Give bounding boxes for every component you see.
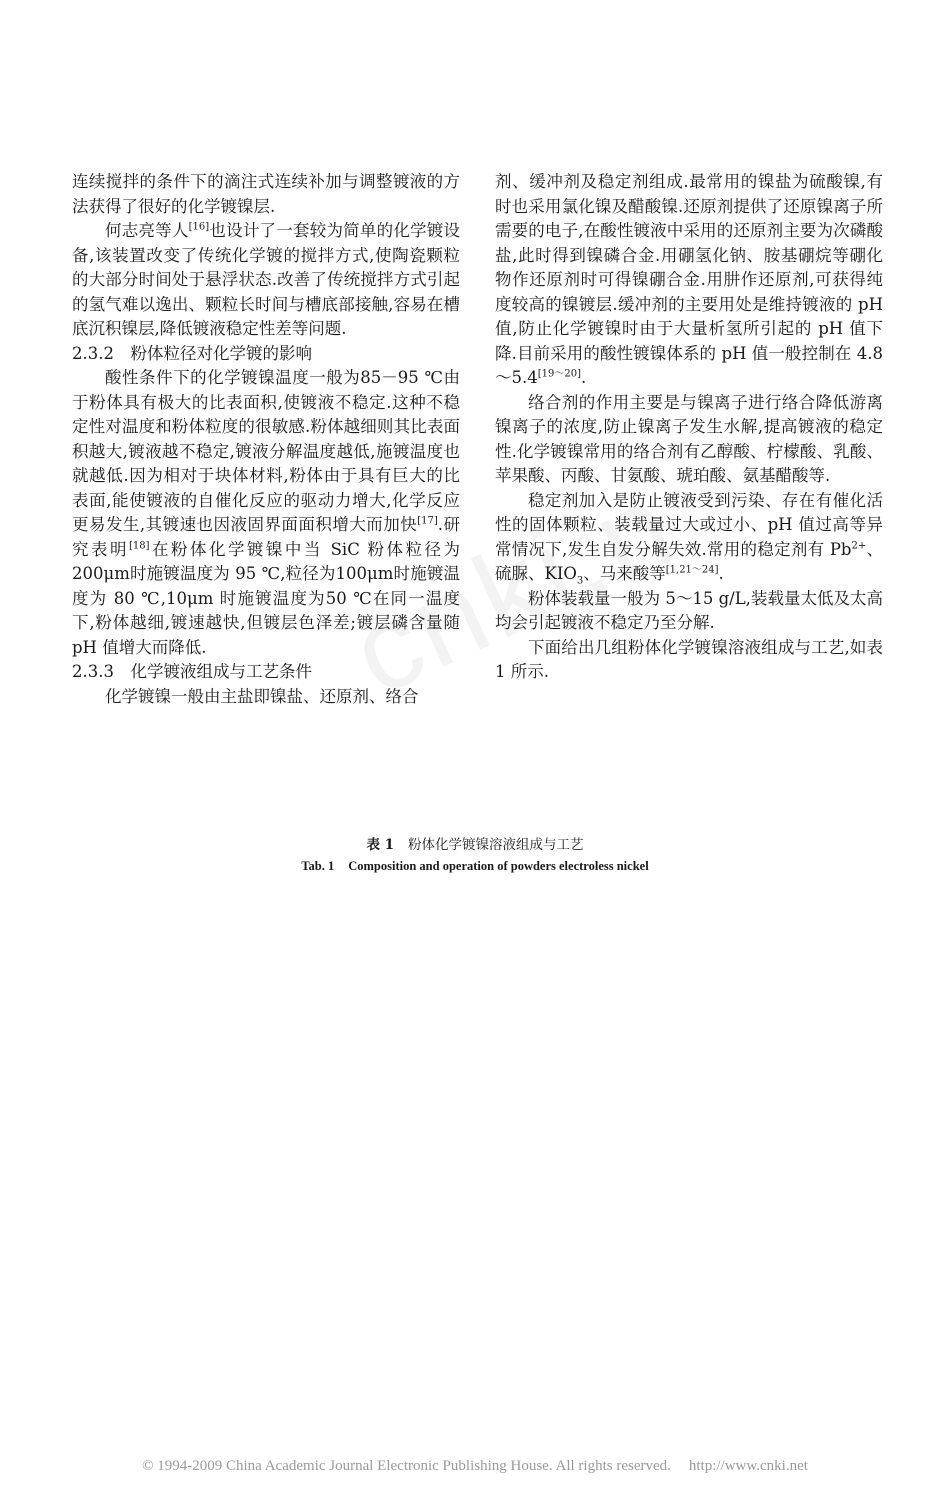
paragraph <box>72 219 460 342</box>
table-title-cn: 粉体化学镀镍溶液组成与工艺 <box>408 837 584 853</box>
paragraph <box>495 489 883 587</box>
paragraph-text: 也设计了一套较为简单的化学镀设备,该装置改变了传统化学镀的搅拌方式,使陶瓷颗粒的大部分时间处于悬浮状态.改善了传统搅拌方式引起的氢气难以逸出、颗粒长时间与槽底部接触,容易在槽底沉积镍层,降低镀液稳定性差等问题. <box>72 221 461 338</box>
superscript: 2+ <box>851 540 867 551</box>
paragraph-text: 在粉体化学镀镍中当 SiC 粉体粒径为200μm时施镀温度为 95 ℃,粒径为100μm时施镀温度为 80 ℃,10μm 时施镀温度为50 ℃在同一温度下,粉体越细,镀速越快,但镀层色泽差;镀层磷含量随 pH 值增大而降低. <box>72 539 460 657</box>
paragraph: 络合剂的作用主要是与镍离子进行络合降低游离镍离子的浓度,防止镍离子发生水解,提高镀液的稳定性.化学镀镍常用的络合剂有乙醇酸、柠檬酸、乳酸、苹果酸、丙酸、甘氨酸、琥珀酸、氨基醋酸等. <box>495 392 883 485</box>
copyright-text: © 1994-2009 China Academic Journal Electronic Publishing House. All rights reserved. <box>142 1458 671 1474</box>
paragraph-text: 酸性条件下的化学镀镍温度一般为85－95 ℃由于粉体具有极大的比表面积,使镀液不稳定.这种不稳定性对温度和粉体粒度的很敏感.粉体越细则其比表面积越大,镀液越不稳定,镀液分解温度越低,施镀温度也就越低.因为相对于块体材料,粉体由于具有巨大的比表面,能使镀液的自催化反应的驱动力增大,化学反应更易发生,其镀速也因液固界面面积增大而加快 <box>72 368 460 534</box>
paragraph: 下面给出几组粉体化学镀镍溶液组成与工艺,如表 1 所示. <box>495 637 883 681</box>
paragraph <box>72 366 460 660</box>
subscript: 3 <box>576 575 584 587</box>
paragraph-text: 、硫脲、KIO <box>495 539 884 583</box>
table-caption-cn <box>0 833 950 853</box>
citation: [1,21～24] <box>665 564 719 576</box>
paragraph-text: . <box>718 564 724 583</box>
section-heading: 2.3.2 粉体粒径对化学镀的影响 <box>72 343 312 363</box>
paragraph-text: . <box>581 368 587 387</box>
citation: [18] <box>128 540 150 551</box>
right-column <box>495 170 883 685</box>
citation: [19～20] <box>537 368 582 380</box>
paragraph <box>495 170 883 391</box>
left-column <box>72 170 460 709</box>
paragraph-text: 、马来酸等 <box>583 564 666 583</box>
paragraph-text: 稳定剂加入是防止镀液受到污染、存在有催化活性的固体颗粒、装载量过大或过小、pH 值过高等异常情况下,发生自发分解失效.常用的稳定剂有 Pb <box>495 490 883 559</box>
paragraph-text: 剂、缓冲剂及稳定剂组成.最常用的镍盐为硫酸镍,有时也采用氯化镍及醋酸镍.还原剂提供了还原镍离子所需要的电子,在酸性镀液中采用的还原剂主要为次磷酸盐,此时得到镍磷合金.用硼氢化钠、胺基硼烷等硼化物作还原剂时可得镍硼合金.用肼作还原剂,可获得纯度较高的镍镀层.缓冲剂的主要用处是维持镀液的 pH 值,防止化学镀镍时由于大量析氢所引起的 pH 值下降.目前采用的酸性镀镍体系的 pH 值一般控制在 4.8～5.4 <box>495 172 883 387</box>
table-caption-en <box>0 859 950 874</box>
citation: [17] <box>417 515 438 527</box>
table-title-en: Composition and operation of powders electroless nickel <box>348 859 649 873</box>
paragraph: 粉体装载量一般为 5～15 g/L,装载量太低及太高均会引起镀液不稳定乃至分解. <box>495 588 883 632</box>
paragraph: 连续搅拌的条件下的滴注式连续补加与调整镀液的方法获得了很好的化学镀镍层. <box>72 172 460 216</box>
section-heading: 2.3.3 化学镀液组成与工艺条件 <box>72 662 312 681</box>
paragraph-text: 何志亮等人 <box>105 221 189 240</box>
footer-url[interactable]: http://www.cnki.net <box>688 1458 808 1474</box>
citation: [16] <box>188 221 210 233</box>
paragraph: 化学镀镍一般由主盐即镍盐、还原剂、络合 <box>105 686 419 706</box>
footer <box>0 1458 950 1475</box>
table-label-cn: 表 1 <box>366 837 395 853</box>
paragraph-text: .研究表明 <box>72 515 461 559</box>
table-label-en: Tab. 1 <box>301 859 335 873</box>
